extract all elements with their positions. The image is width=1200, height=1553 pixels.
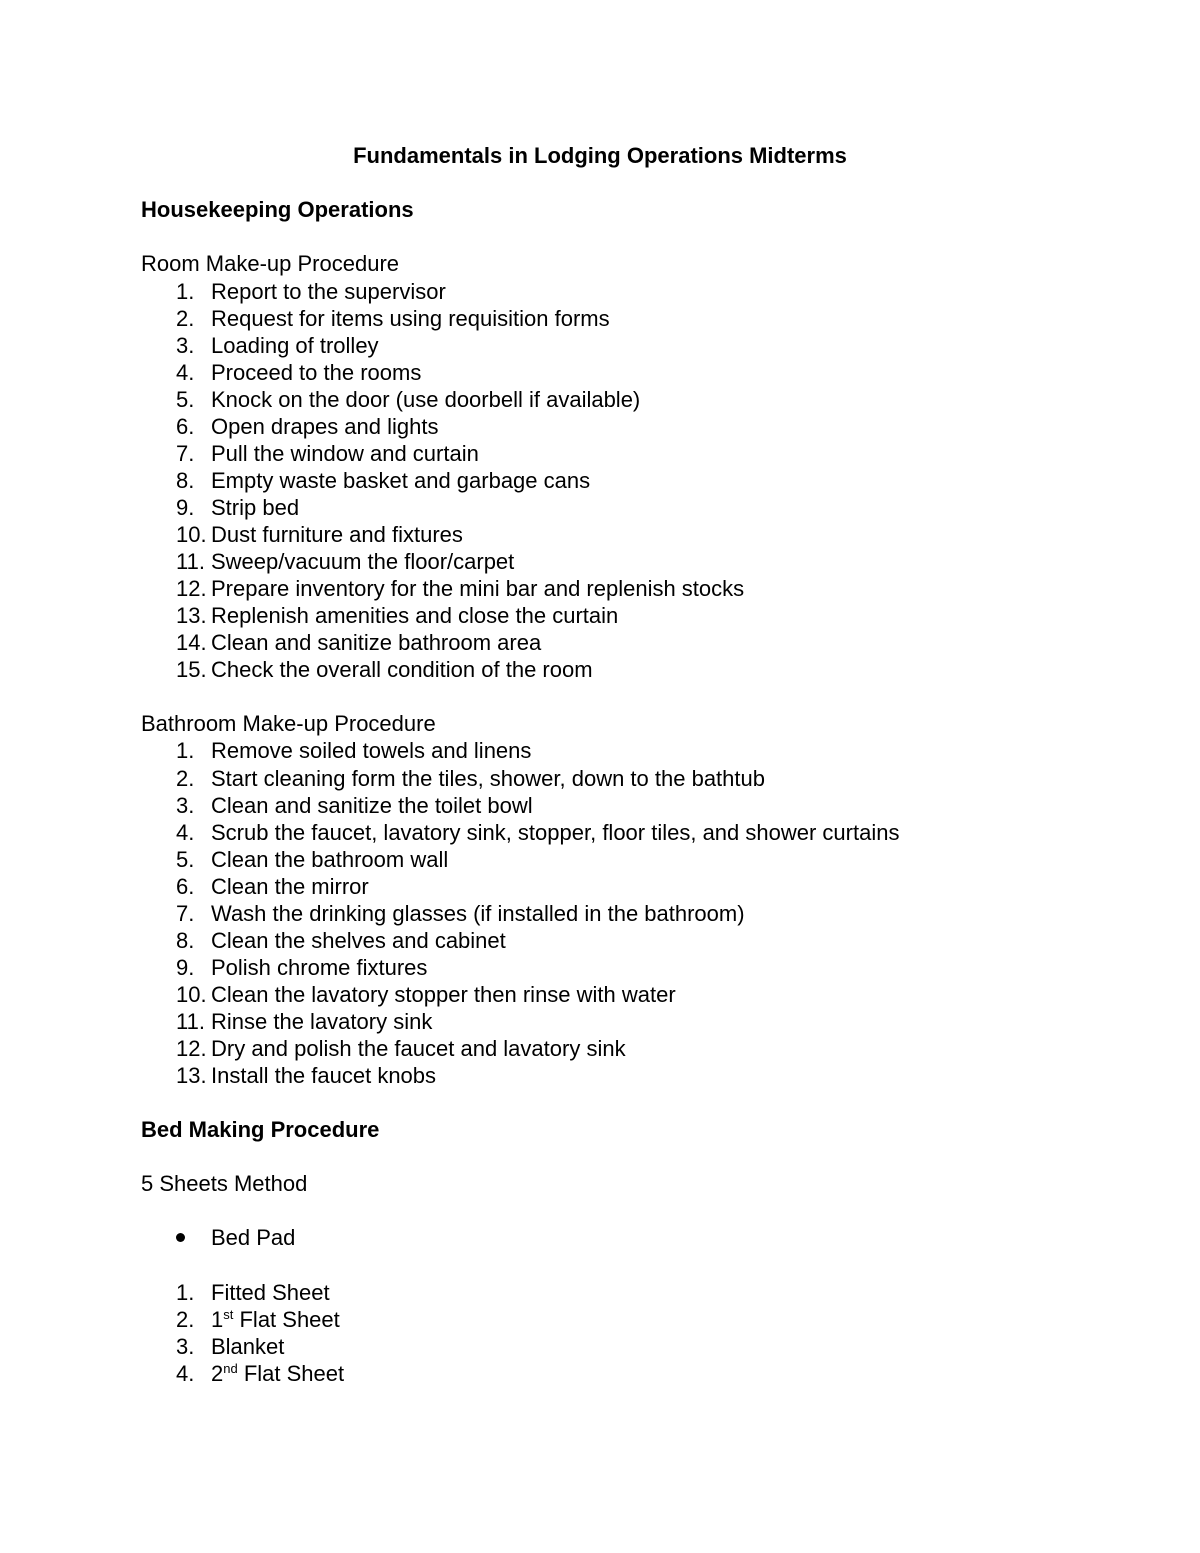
list-number: 12. <box>176 576 207 601</box>
list-item: Prepare inventory for the mini bar and replenish stocks <box>211 576 745 601</box>
ordinal-suffix: st <box>223 1307 234 1322</box>
list-item: Wash the drinking glasses (if installed in the bathroom) <box>211 901 745 926</box>
list-item: Dry and polish the faucet and lavatory sink <box>211 1036 626 1061</box>
list-number: 10. <box>176 982 207 1007</box>
bullet-icon <box>176 1233 185 1242</box>
list-item: Clean and sanitize bathroom area <box>211 630 542 655</box>
list-item: Clean the mirror <box>211 874 369 899</box>
list-item: Clean the bathroom wall <box>211 847 449 872</box>
bed-making-heading: Bed Making Procedure <box>141 1117 380 1142</box>
list-item <box>211 1307 340 1333</box>
housekeeping-heading: Housekeeping Operations <box>141 197 414 222</box>
list-item: Knock on the door (use doorbell if available) <box>211 387 641 412</box>
ordinal-number: 1 <box>211 1307 224 1332</box>
list-number: 11. <box>176 1009 205 1034</box>
list-item: Strip bed <box>211 495 300 520</box>
list-number: 6. <box>176 414 195 439</box>
list-item: Pull the window and curtain <box>211 441 479 466</box>
list-number: 7. <box>176 901 195 926</box>
list-number: 1. <box>176 279 195 304</box>
list-number: 9. <box>176 495 195 520</box>
list-number: 4. <box>176 820 195 845</box>
list-number: 2. <box>176 1307 195 1332</box>
list-number: 3. <box>176 1334 195 1359</box>
list-item <box>211 1361 344 1387</box>
list-item: Blanket <box>211 1334 285 1359</box>
list-number: 11. <box>176 549 205 574</box>
list-number: 8. <box>176 928 195 953</box>
list-number: 1. <box>176 1280 195 1305</box>
list-item: Dust furniture and fixtures <box>211 522 463 547</box>
list-item-text: Flat Sheet <box>233 1307 340 1332</box>
list-number: 9. <box>176 955 195 980</box>
bathroom-makeup-label: Bathroom Make-up Procedure <box>141 711 436 736</box>
room-makeup-label: Room Make-up Procedure <box>141 251 400 276</box>
list-number: 5. <box>176 387 195 412</box>
list-number: 10. <box>176 522 207 547</box>
list-item: Start cleaning form the tiles, shower, down to the bathtub <box>211 766 765 791</box>
list-number: 4. <box>176 1361 195 1386</box>
list-number: 14. <box>176 630 207 655</box>
list-item: Install the faucet knobs <box>211 1063 437 1088</box>
list-number: 13. <box>176 1063 207 1088</box>
document-title: Fundamentals in Lodging Operations Midterms <box>353 143 847 168</box>
ordinal-number: 2 <box>211 1361 224 1386</box>
list-number: 6. <box>176 874 195 899</box>
list-number: 3. <box>176 333 195 358</box>
list-item: Sweep/vacuum the floor/carpet <box>211 549 515 574</box>
list-item: Scrub the faucet, lavatory sink, stopper, floor tiles, and shower curtains <box>211 820 900 845</box>
list-item: Check the overall condition of the room <box>211 657 593 682</box>
list-number: 5. <box>176 847 195 872</box>
list-item: Report to the supervisor <box>211 279 446 304</box>
list-number: 3. <box>176 793 195 818</box>
list-number: 13. <box>176 603 207 628</box>
list-item: Replenish amenities and close the curtain <box>211 603 619 628</box>
list-item-text: Flat Sheet <box>237 1361 345 1386</box>
list-number: 2. <box>176 766 195 791</box>
list-item: Request for items using requisition forms <box>211 306 610 331</box>
list-item: Open drapes and lights <box>211 414 439 439</box>
list-number: 15. <box>176 657 207 682</box>
list-item: Clean and sanitize the toilet bowl <box>211 793 533 818</box>
list-item: Loading of trolley <box>211 333 379 358</box>
list-item: Empty waste basket and garbage cans <box>211 468 591 493</box>
list-number: 2. <box>176 306 195 331</box>
ordinal-suffix: nd <box>223 1361 238 1376</box>
method-label: 5 Sheets Method <box>141 1171 308 1196</box>
list-item: Proceed to the rooms <box>211 360 422 385</box>
list-number: 4. <box>176 360 195 385</box>
list-number: 7. <box>176 441 195 466</box>
list-number: 1. <box>176 738 195 763</box>
list-number: 8. <box>176 468 195 493</box>
list-item: Fitted Sheet <box>211 1280 330 1305</box>
list-item: Polish chrome fixtures <box>211 955 428 980</box>
list-item: Clean the lavatory stopper then rinse with water <box>211 982 676 1007</box>
list-item: Rinse the lavatory sink <box>211 1009 433 1034</box>
list-item: Bed Pad <box>211 1225 296 1250</box>
list-item: Remove soiled towels and linens <box>211 738 532 763</box>
list-item: Clean the shelves and cabinet <box>211 928 506 953</box>
list-number: 12. <box>176 1036 207 1061</box>
